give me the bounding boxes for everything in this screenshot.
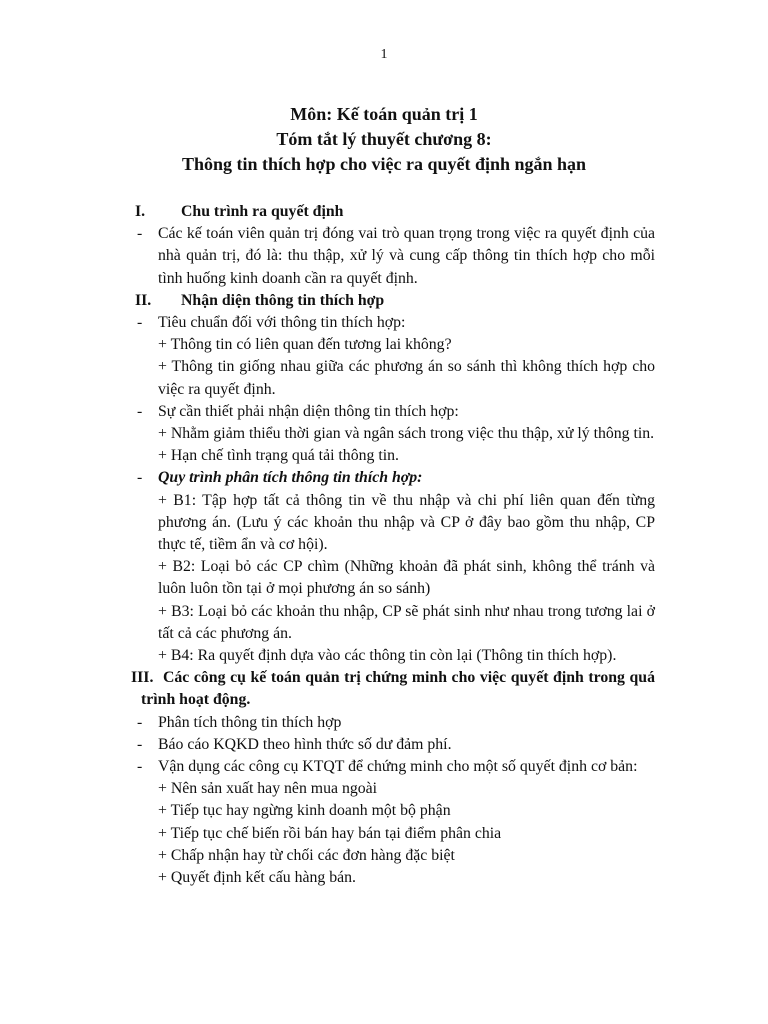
list-item [0,756,655,778]
sub-item: + Tiếp tục chế biến rồi bán hay bán tại điểm phân chia [158,824,502,842]
list-item-text: Quy trình phân tích thông tin thích hợp: [158,469,423,487]
list-item [0,734,655,756]
sub-item: + Nhằm giảm thiểu thời gian và ngân sách trong việc thu thập, xử lý thông tin. [158,425,655,443]
section-heading-2 [0,290,768,312]
section-heading-3 [0,667,655,711]
section-number: I. [135,203,146,220]
sub-item: + Tiếp tục hay ngừng kinh doanh một bộ phận [158,802,451,820]
list-item-text: Các kế toán viên quản trị đóng vai trò quan trọng trong việc ra quyết định của nhà quản trị, đó là: thu thập, xử lý và cung cấp thông tin thích hợp cho mỗi tình huống kinh doanh cần ra quyết định. [158,225,655,287]
list-item [0,223,655,290]
list-item-text: Vận dụng các công cụ KTQT để chứng minh cho một số quyết định cơ bản: [158,758,638,776]
section-number: II. [135,291,152,309]
list-item [0,401,655,423]
list-item-text: Sự cần thiết phải nhận diện thông tin thích hợp: [158,402,459,420]
sub-item: + B2: Loại bỏ các CP chìm (Những khoản đã phát sinh, không thể tránh và luôn luôn tồn tại ở mọi phương án so sánh) [158,558,655,598]
section-title: Nhận diện thông tin thích hợp [181,291,385,309]
course-title: Môn: Kế toán quản trị 1 [290,104,478,124]
section-title: Các công cụ kế toán quản trị chứng minh cho việc quyết định trong quá trình hoạt động. [141,669,655,709]
page-number: 1 [380,47,388,62]
sub-item: + B1: Tập hợp tất cả thông tin về thu nhập và chi phí liên quan đến từng phương án. (Lưu ý các khoản thu nhập và CP ở đây bao gồm thu nhập, CP thực tế, tiềm ẩn và cơ hội). [158,491,655,554]
bullet-dash: - [137,758,143,776]
list-item-text: Tiêu chuẩn đối với thông tin thích hợp: [158,314,406,332]
sub-item: + B4: Ra quyết định dựa vào các thông tin còn lại (Thông tin thích hợp). [158,647,617,665]
summary-title: Tóm tắt lý thuyết chương 8: [276,129,492,149]
sub-item: + Chấp nhận hay từ chối các đơn hàng đặc biệt [158,846,455,864]
document-title [0,102,768,177]
sub-item: + Thông tin giống nhau giữa các phương án so sánh thì không thích hợp cho việc ra quyết định. [158,358,655,398]
sub-item: + Thông tin có liên quan đến tương lai không? [158,336,452,354]
bullet-dash: - [137,402,143,420]
section-number: III. [131,669,154,687]
bullet-dash: - [137,314,143,332]
list-item [0,312,655,334]
sub-item: + Nên sản xuất hay nên mua ngoài [158,780,378,798]
sub-item: + B3: Loại bỏ các khoản thu nhập, CP sẽ phát sinh như nhau trong tương lai ở tất cả các phương án. [158,602,655,642]
section-title: Chu trình ra quyết định [181,203,344,220]
sub-item: + Hạn chế tình trạng quá tải thông tin. [158,447,399,465]
bullet-dash: - [137,735,143,753]
bullet-dash: - [137,713,143,731]
list-item-text: Phân tích thông tin thích hợp [158,713,342,731]
list-item [0,712,655,734]
bullet-dash: - [137,225,143,243]
topic-title: Thông tin thích hợp cho việc ra quyết định ngắn hạn [181,154,587,174]
list-item-text: Báo cáo KQKD theo hình thức số dư đảm phí. [158,735,452,753]
document-body [0,201,768,889]
bullet-dash: - [137,469,143,487]
section-heading-1 [0,201,768,223]
list-item [0,467,655,489]
sub-item: + Quyết định kết cấu hàng bán. [158,869,356,887]
